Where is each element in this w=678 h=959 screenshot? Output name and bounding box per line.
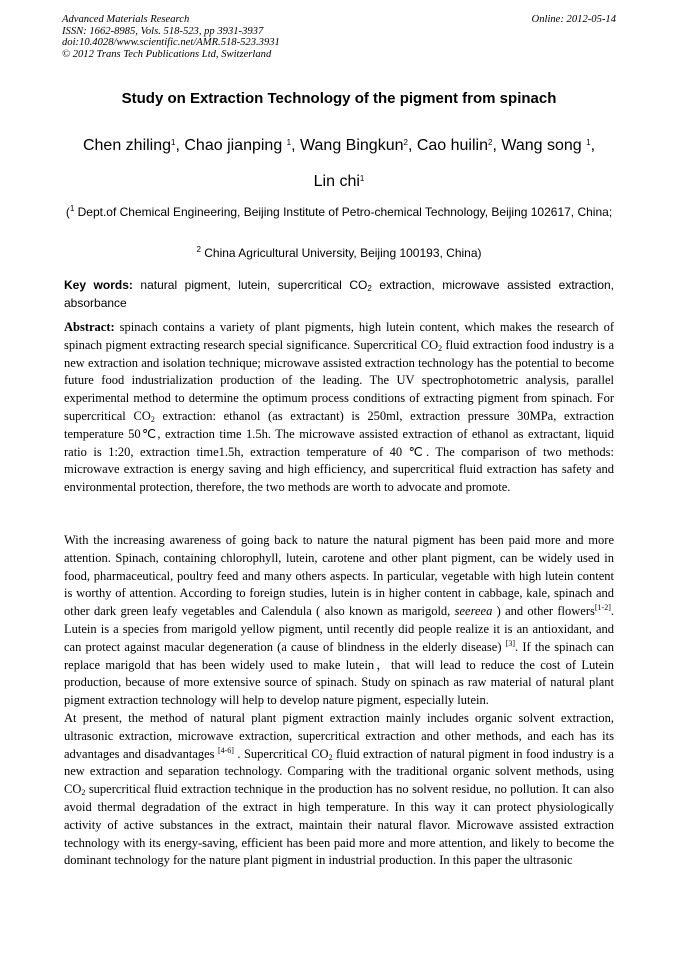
author-affil-marker: 1 <box>359 174 365 183</box>
affil-marker: 1 <box>69 204 75 213</box>
journal-name: Advanced Materials Research <box>62 14 190 25</box>
abstract-text: fluid extraction food industry is a new extraction and isolation technique; microwave assisted extraction technology has the potential to become future food industrialization production of the leading. The UV spectrophotometric analysis, parallel experimental method to determine the optimum process conditions of extracting pigment from spinach. For supercritical CO <box>64 337 615 423</box>
subscript: 2 <box>438 343 443 353</box>
author-affil-marker: 1 <box>171 138 176 147</box>
subscript: 2 <box>367 284 372 293</box>
paper-title: Study on Extraction Technology of the pigment from spinach <box>121 90 557 107</box>
subscript: 2 <box>328 752 333 762</box>
italic-term: seereea <box>454 604 493 619</box>
keywords-text: extraction, microwave assisted extraction, absorbance <box>64 278 615 310</box>
abstract-text: extraction: ethanol (as extractant) is 250ml, extraction pressure 30MPa, extraction temperature 50℃, extraction time 1.5h. The microwave assisted extraction of ethanol as extractant, liquid ratio is 1:20, extraction time1.5h, extraction temperature of 40 ℃. The comparison of two methods: microwave extraction is energy saving and high efficiency, and supercritical fluid extraction has safety and environmental protection, therefore, the two methods are worth to advocate and promote. <box>64 408 614 495</box>
author-affil-marker: 1 <box>586 138 591 147</box>
author-name: Chao jianping <box>184 137 287 154</box>
body-text <box>64 532 614 870</box>
para-text: At present, the method of natural plant pigment extraction mainly includes organic solvent extraction, ultrasonic extraction, microwave extraction, supercritical extraction and other methods, and each has its advantages and disadvantages <box>64 710 614 761</box>
author-name: Chen zhiling <box>82 137 172 154</box>
paragraph <box>64 710 614 870</box>
para-text: . Supercritical CO <box>233 746 329 761</box>
para-text: . Lutein is a species from marigold yellow pigment, until recently did people realize it is an antioxidant, and can protect against macular degeneration (a cause of blindness in the elderly disease) <box>64 604 614 654</box>
affil-text: Dept.of Chemical Engineering, Beijing Institute of Petro-chemical Technology, Beijing 102617, China; <box>74 205 613 219</box>
citation: [1-2] <box>594 603 611 613</box>
para-text: ) and other flowers <box>492 604 595 619</box>
affil-marker: 2 <box>196 245 201 254</box>
citation: [3] <box>505 638 516 648</box>
citation: [4-6] <box>217 745 234 755</box>
author-affil-marker: 2 <box>487 138 493 147</box>
subscript: 2 <box>81 788 86 798</box>
author-name: Cao huilin <box>416 137 488 154</box>
journal-header <box>62 14 618 60</box>
author-name: Lin chi <box>313 173 360 190</box>
affil-open-paren: ( <box>65 205 70 219</box>
author-list: Chen zhiling$^1$, Chao jianping $^1$, Wang Bingkun$^2$, Cao huilin$^2$, Wang song $^1$, Lin chi$^1$ <box>82 137 596 190</box>
affiliation-1 <box>58 203 620 222</box>
paragraph <box>64 532 614 710</box>
abstract-text: spinach contains a variety of plant pigments, high lutein content, which makes the research of spinach pigment extracting research special significance. Supercritical CO <box>64 320 614 352</box>
subscript: 2 <box>150 414 155 424</box>
abstract <box>64 319 614 497</box>
author-affil-marker: 2 <box>403 138 408 147</box>
para-text: fluid extraction of natural pigment in food industry is a new extraction and separation technology. Comparing with the traditional organic solvent methods, using CO <box>64 746 614 797</box>
keywords-text: natural pigment, lutein, supercritical CO <box>132 278 368 292</box>
para-text: . If the spinach can replace marigold that has been widely used to make lutein，that will lead to reduce the cost of Lutein production, because of more extensive source of spinach. Study on spinach as raw material of natural plant pigment extraction technology will help to develop nature pigment, especially lutein. <box>64 639 614 708</box>
copyright-line: © 2012 Trans Tech Publications Ltd, Switzerland <box>62 48 272 60</box>
abstract-label: Abstract: <box>64 320 115 334</box>
online-date: Online: 2012-05-14 <box>531 14 616 25</box>
affil-text: China Agricultural University, Beijing 100193, China) <box>200 246 482 260</box>
author-name: Wang Bingkun <box>300 137 404 154</box>
keywords-label: Key words: <box>64 278 133 292</box>
para-text: With the increasing awareness of going back to nature the natural pigment has been paid more and more attention. Spinach, containing chlorophyll, lutein, carotene and other plant pigment, can be widely used in food, pharmaceutical, poultry feed and many others aspects. In particular, vegetable with high lutein content is worthy of attention. According to foreign studies, lutein is in higher content in cabbage, kale, spinach and other dark green leafy vegetables and Calendula ( also known as marigold, <box>64 533 614 619</box>
issn-line: ISSN: 1662-8985, Vols. 518-523, pp 3931-3937 <box>62 25 264 37</box>
keywords <box>64 276 614 312</box>
para-text: supercritical fluid extraction technique in the production has no solvent residue, no pollution. It can also avoid thermal degradation of the extract in high temperature. In this way it can protect physiologically activity of active substances in the extract, maintain their natural flavor. Microwave assisted extraction technology with its energy-saving, efficient has been paid more and more attention, and likely to become the dominant technology for the nature plant pigment in industrial production. In this paper the ultrasonic <box>64 782 614 868</box>
author-affil-marker: 1 <box>286 138 292 147</box>
author-name: Wang song <box>501 137 587 154</box>
doi-line: doi:10.4028/www.scientific.net/AMR.518-523.3931 <box>62 37 280 49</box>
affiliation-2 <box>58 244 620 263</box>
